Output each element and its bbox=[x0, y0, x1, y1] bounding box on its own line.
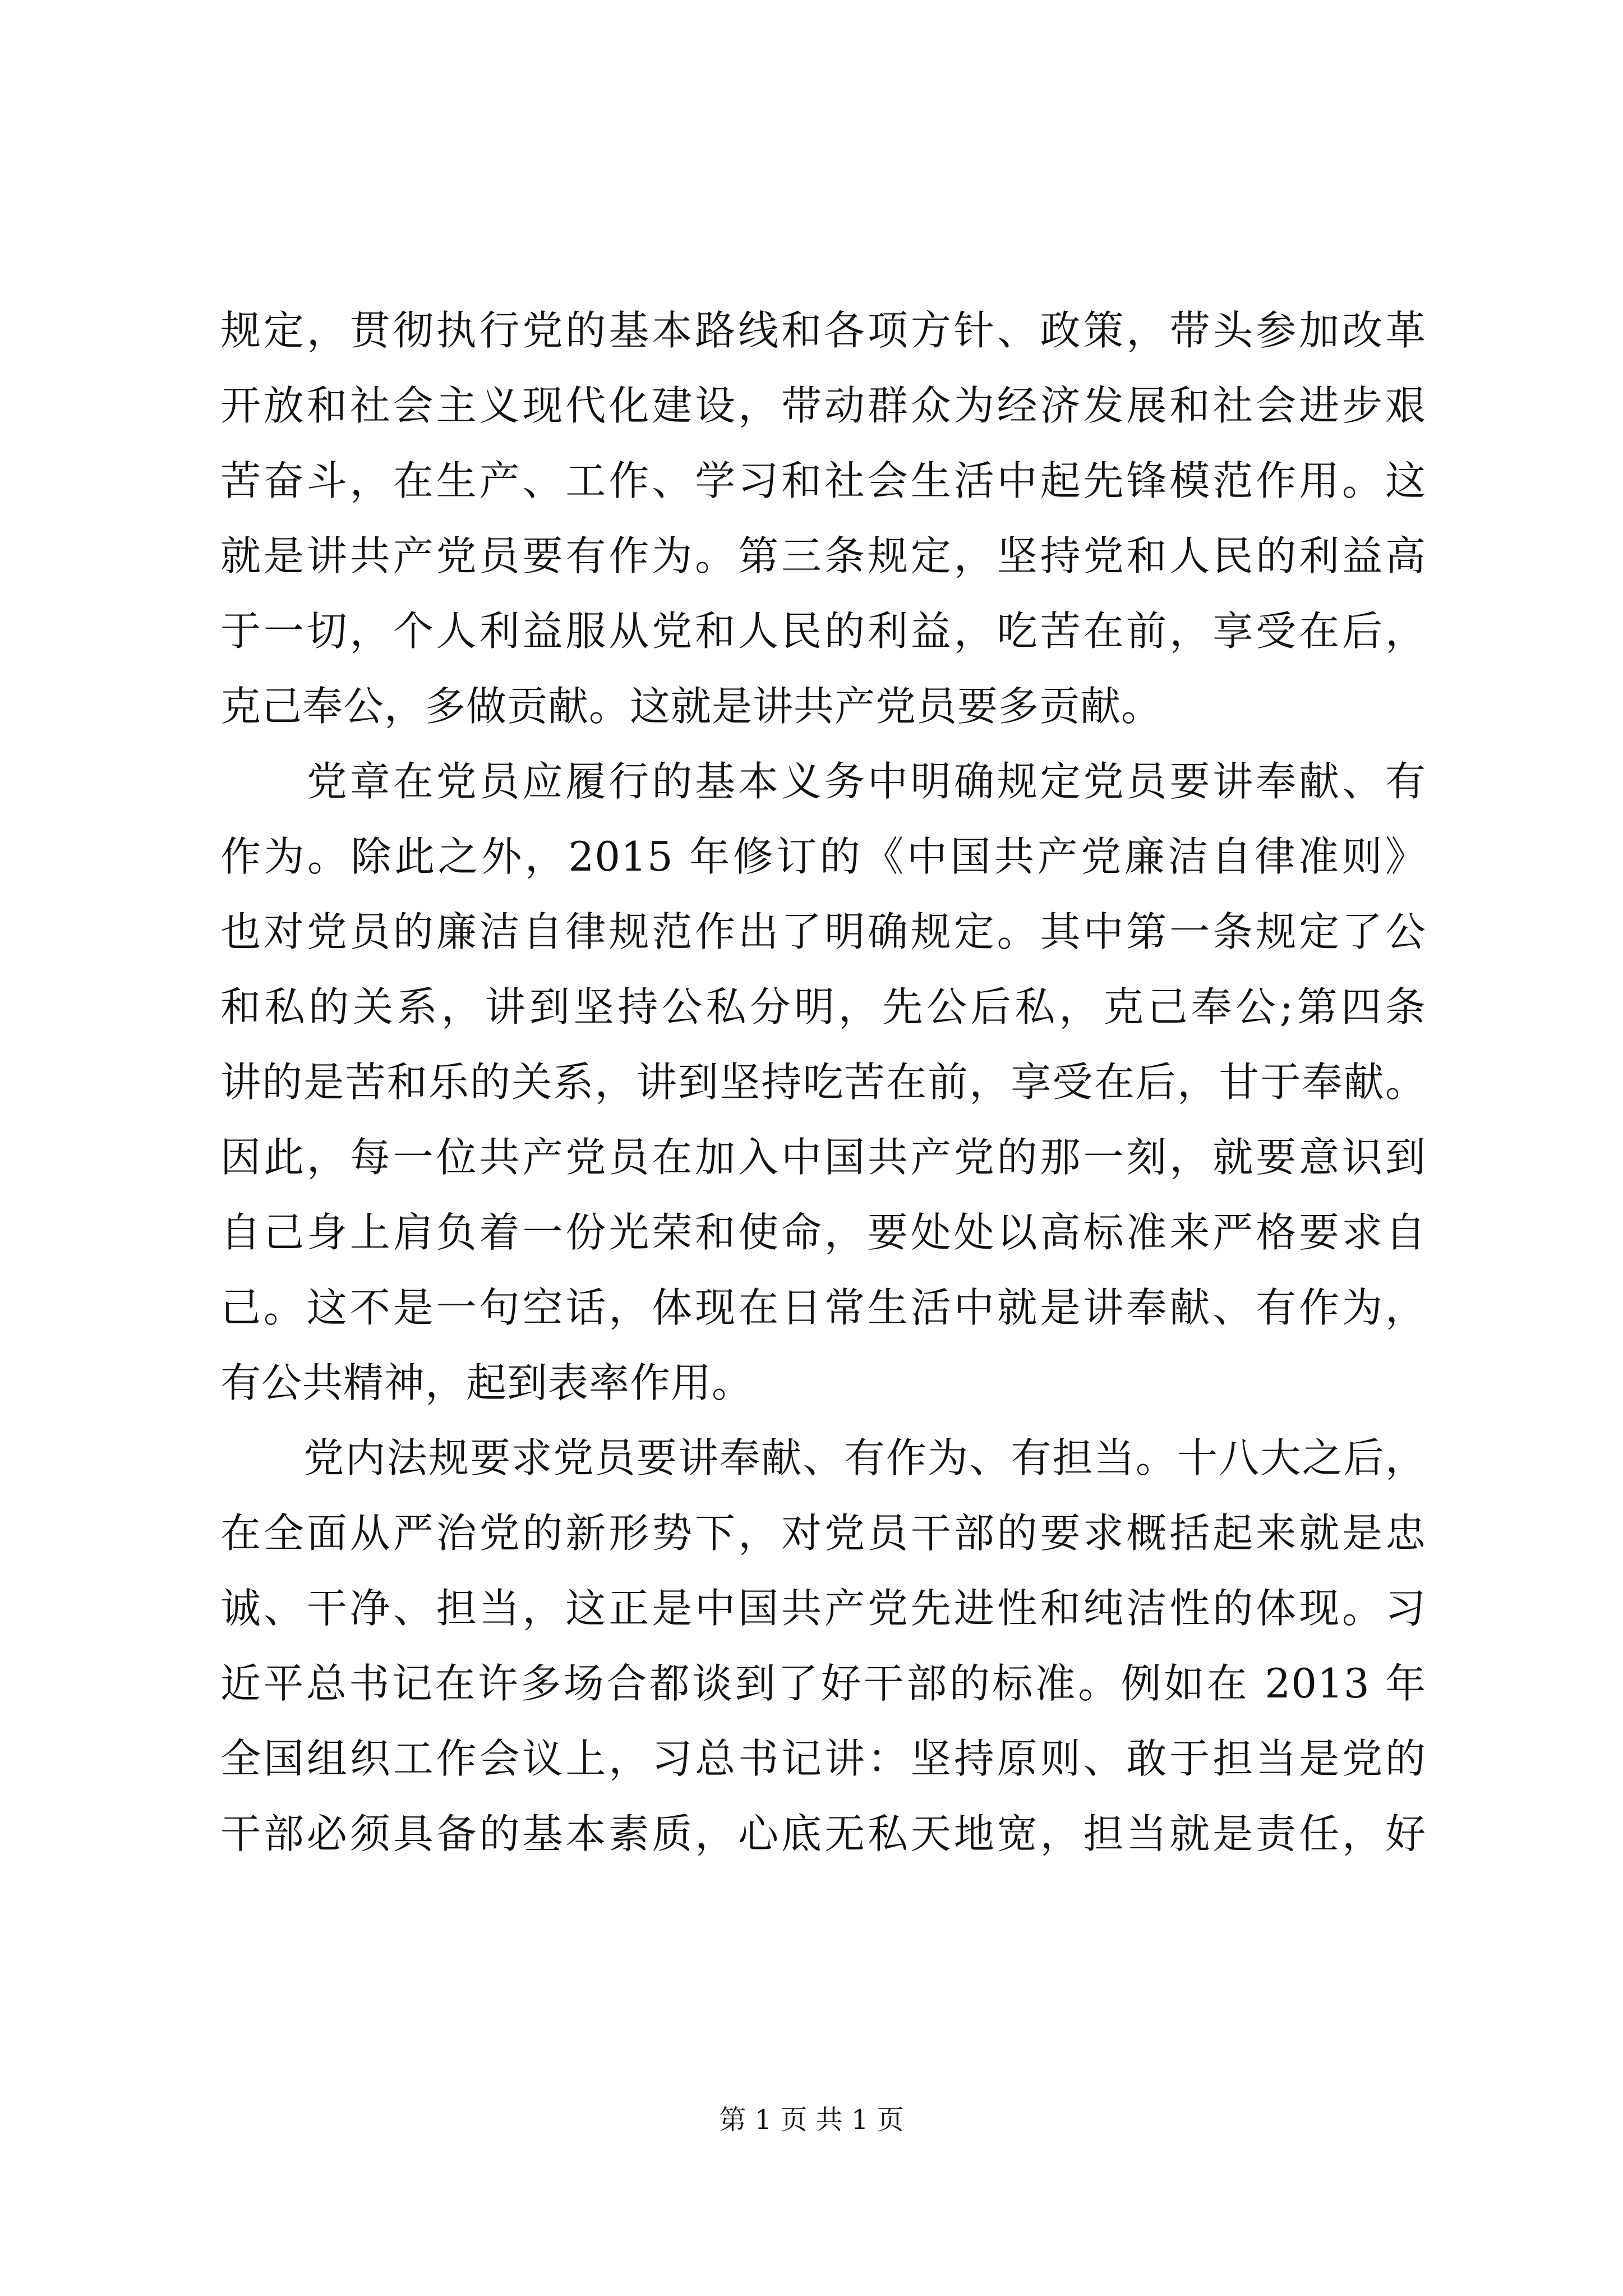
text-line: 诚、干净、担当，这正是中国共产党先进性和纯洁性的体现。习 bbox=[220, 1585, 1426, 1632]
text-line: 和私的关系，讲到坚持公私分明，先公后私，克己奉公;第四条 bbox=[220, 983, 1426, 1030]
text-line: 自己身上肩负着一份光荣和使命，要处处以高标准来严格要求自 bbox=[220, 1209, 1426, 1256]
text-line: 有公共精神，起到表率作用。 bbox=[220, 1359, 753, 1406]
page-footer: 第 1 页 共 1 页 bbox=[719, 2104, 904, 2136]
text-line: 克己奉公，多做贡献。这就是讲共产党员要多贡献。 bbox=[220, 683, 1163, 730]
text-line: 也对党员的廉洁自律规范作出了明确规定。其中第一条规定了公 bbox=[220, 908, 1426, 955]
text-line: 作为。除此之外，2015 年修订的《中国共产党廉洁自律准则》 bbox=[220, 833, 1426, 880]
text-line: 于一切，个人利益服从党和人民的利益，吃苦在前，享受在后， bbox=[220, 608, 1426, 655]
text-line: 因此，每一位共产党员在加入中国共产党的那一刻，就要意识到 bbox=[220, 1134, 1426, 1181]
text-line: 党章在党员应履行的基本义务中明确规定党员要讲奉献、有 bbox=[220, 758, 1426, 805]
text-line: 在全面从严治党的新形势下，对党员干部的要求概括起来就是忠 bbox=[220, 1510, 1426, 1557]
text-line: 干部必须具备的基本素质，心底无私天地宽，担当就是责任，好 bbox=[220, 1810, 1426, 1857]
text-line: 己。这不是一句空话，体现在日常生活中就是讲奉献、有作为， bbox=[220, 1284, 1426, 1331]
text-line: 讲的是苦和乐的关系，讲到坚持吃苦在前，享受在后，甘于奉献。 bbox=[220, 1059, 1426, 1106]
text-line: 近平总书记在许多场合都谈到了好干部的标准。例如在 2013 年 bbox=[220, 1660, 1426, 1707]
text-line: 开放和社会主义现代化建设，带动群众为经济发展和社会进步艰 bbox=[220, 382, 1426, 429]
text-line: 规定，贯彻执行党的基本路线和各项方针、政策，带头参加改革 bbox=[220, 307, 1426, 354]
text-line: 党内法规要求党员要讲奉献、有作为、有担当。十八大之后， bbox=[220, 1434, 1426, 1481]
text-line: 就是讲共产党员要有作为。第三条规定，坚持党和人民的利益高 bbox=[220, 532, 1426, 579]
text-line: 全国组织工作会议上，习总书记讲：坚持原则、敢于担当是党的 bbox=[220, 1735, 1426, 1782]
text-line: 苦奋斗，在生产、工作、学习和社会生活中起先锋模范作用。这 bbox=[220, 457, 1426, 504]
document-body bbox=[220, 293, 1426, 1871]
